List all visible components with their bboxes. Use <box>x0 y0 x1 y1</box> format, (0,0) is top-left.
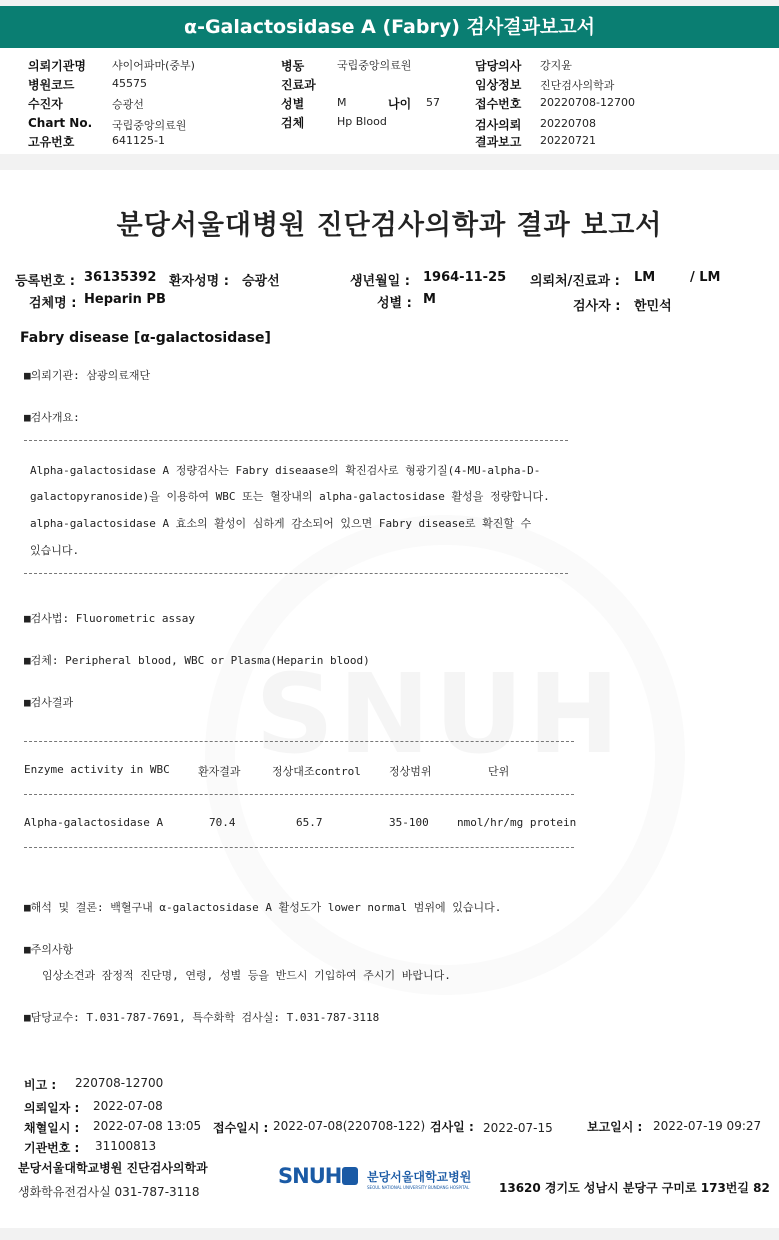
receive-date-label: 접수일시 : <box>213 1121 269 1135</box>
collect-date-label: 채혈일시 : <box>24 1121 80 1135</box>
patient-name-label: 환자성명 : <box>169 274 229 289</box>
sample-line: ■검체: Peripheral blood, WBC or Plasma(Heparin blood) <box>24 654 370 667</box>
info-value: 20220708-12700 <box>540 96 635 109</box>
table-cell: Alpha-galactosidase A <box>24 816 164 829</box>
overview-line: galactopyranoside)을 이용하여 WBC 또는 혈장내의 alpha-galactosidase 활성을 정량합니다. <box>30 490 550 503</box>
report-date-label: 보고일시 : <box>587 1120 643 1134</box>
patient-name-value: 승광선 <box>242 274 280 289</box>
info-label: 의뢰기관명 <box>28 59 86 73</box>
watermark-logo <box>255 650 624 778</box>
info-label: Chart No. <box>28 116 93 130</box>
inst-no-value: 31100813 <box>95 1139 157 1153</box>
specimen-label: 검체명 : <box>29 296 77 311</box>
table-divider <box>24 847 574 848</box>
info-value: 20220708 <box>540 117 596 130</box>
divider-line <box>24 573 568 574</box>
table-header: 환자결과 <box>198 765 241 778</box>
age-label: 나이 <box>388 97 412 111</box>
note-label: 비고 : <box>24 1078 57 1092</box>
lab-phone: 생화학유전검사실 031-787-3118 <box>18 1185 200 1199</box>
institution-line: ■의뢰기관: 삼광의료재단 <box>24 369 151 382</box>
info-label: 병동 <box>281 59 305 73</box>
caution-text: 임상소견과 잠정적 진단명, 연령, 성별 등을 반드시 기입하여 주시기 바랍니다. <box>42 969 451 982</box>
overview-line: alpha-galactosidase A 효소의 활성이 심하게 감소되어 있으면 Fabry disease로 확진할 수 <box>30 517 532 530</box>
caution-title: ■주의사항 <box>24 943 74 956</box>
table-header: 단위 <box>488 765 510 778</box>
info-label: 검체 <box>281 116 305 130</box>
report-date-value: 2022-07-19 09:27 <box>653 1119 762 1133</box>
sex-label: 성별 : <box>377 296 412 311</box>
sex-value: M <box>423 292 436 307</box>
table-header: 정상범위 <box>389 765 432 778</box>
dept-secondary: / LM <box>690 270 721 285</box>
test-name: Fabry disease [α-galactosidase] <box>20 330 271 346</box>
info-value: 샤이어파마(중부) <box>112 59 195 72</box>
logo-english-name: SEOUL NATIONAL UNIVERSITY BUNDANG HOSPITAL <box>367 1185 470 1190</box>
info-value: 승광선 <box>112 98 144 111</box>
reg-no-value: 36135392 <box>84 270 157 285</box>
reg-no-label: 등록번호 : <box>15 274 75 289</box>
birth-label: 생년월일 : <box>350 274 410 289</box>
info-value: 국립중앙의료원 <box>337 59 412 72</box>
info-value: 641125-1 <box>112 134 165 147</box>
info-value: 45575 <box>112 77 147 90</box>
info-label: 검사의뢰 <box>475 118 522 132</box>
info-label: 성별 <box>281 97 305 111</box>
receive-date-value: 2022-07-08(220708-122) <box>273 1119 426 1133</box>
info-label: 접수번호 <box>475 97 522 111</box>
result-title: ■검사결과 <box>24 696 74 709</box>
logo-korean-name: 분당서울대학교병원 <box>367 1170 472 1184</box>
collect-date-value: 2022-07-08 13:05 <box>93 1119 202 1133</box>
method-line: ■검사법: Fluorometric assay <box>24 612 195 625</box>
info-value: Hp Blood <box>337 115 387 128</box>
info-label: 병원코드 <box>28 78 75 92</box>
info-label: 임상정보 <box>475 78 522 92</box>
overview-line: Alpha-galactosidase A 정량검사는 Fabry diseaase의 확진검사로 형광기질(4-MU-alpha-D- <box>30 464 541 477</box>
info-value: 진단검사의학과 <box>540 79 615 92</box>
report-banner-title: α-Galactosidase A (Fabry) 검사결과보고서 <box>184 16 595 38</box>
birth-value: 1964-11-25 <box>423 270 507 285</box>
table-cell: 65.7 <box>296 816 323 829</box>
table-cell: 70.4 <box>209 816 236 829</box>
note-value: 220708-12700 <box>75 1076 164 1090</box>
request-date-value: 2022-07-08 <box>93 1099 163 1113</box>
dept-value: LM <box>634 270 656 285</box>
hospital-address: 13620 경기도 성남시 분당구 구미로 173번길 82 <box>499 1181 770 1195</box>
age-value: 57 <box>426 96 440 109</box>
info-value: 강지윤 <box>540 59 572 72</box>
overview-line: 있습니다. <box>30 544 80 557</box>
divider-line <box>24 440 568 441</box>
info-label: 고유번호 <box>28 135 75 149</box>
report-title: 분당서울대병원 진단검사의학과 결과 보고서 <box>116 210 663 241</box>
info-label: 수진자 <box>28 97 63 111</box>
table-header: 정상대조control <box>272 765 361 778</box>
snuh-logo-text: SNUH <box>278 1164 342 1188</box>
inst-no-label: 기관번호 : <box>24 1141 80 1155</box>
table-cell: nmol/hr/mg protein <box>457 816 577 829</box>
test-date-label: 검사일 : <box>430 1120 474 1134</box>
info-value: 20220721 <box>540 134 596 147</box>
test-date-value: 2022-07-15 <box>483 1121 553 1135</box>
info-label: 담당의사 <box>475 59 522 73</box>
dept-label: 의뢰처/진료과 : <box>530 274 620 289</box>
info-label: 결과보고 <box>475 135 522 149</box>
request-date-label: 의뢰일자 : <box>24 1101 80 1115</box>
table-cell: 35-100 <box>389 816 429 829</box>
contact-line: ■담당교수: T.031-787-7691, 특수화학 검사실: T.031-787-3118 <box>24 1011 380 1024</box>
interpretation-line: ■해석 및 결론: 백혈구내 α-galactosidase A 활성도가 lower normal 범위에 있습니다. <box>24 901 502 914</box>
department-name: 분당서울대학교병원 진단검사의학과 <box>18 1161 208 1175</box>
overview-title: ■검사개요: <box>24 411 80 424</box>
table-header: Enzyme activity in WBC <box>24 763 170 776</box>
info-value: 국립중앙의료원 <box>112 119 187 132</box>
table-divider <box>24 741 574 742</box>
examiner-label: 검사자 : <box>573 299 621 314</box>
hospital-logo <box>278 1164 358 1188</box>
specimen-value: Heparin PB <box>84 292 166 307</box>
examiner-value: 한민석 <box>634 299 672 314</box>
info-label: 진료과 <box>281 78 316 92</box>
table-divider <box>24 794 574 795</box>
info-value: M <box>337 96 347 109</box>
logo-mark-icon <box>342 1167 358 1185</box>
